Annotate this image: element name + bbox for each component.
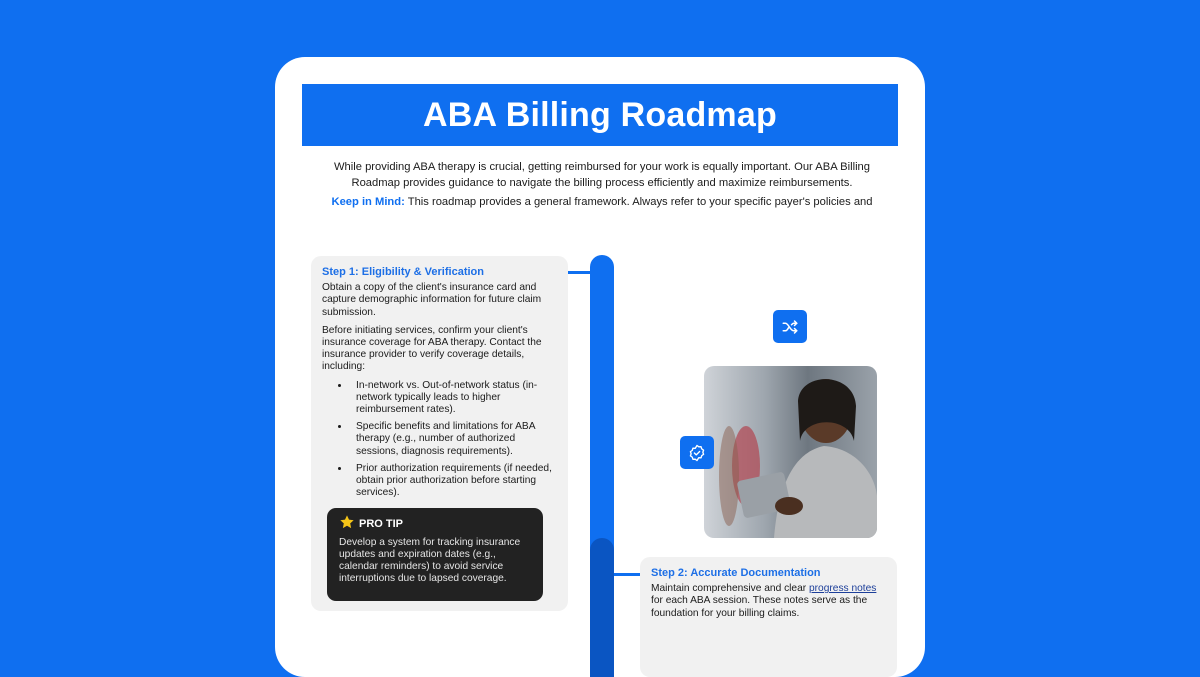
keep-in-mind-label: Keep in Mind:	[331, 196, 405, 208]
keep-in-mind-text: This roadmap provides a general framework. Always refer to your specific payer's policies and	[404, 196, 873, 208]
list-item: • Specific benefits and limitations for ABA therapy (e.g., number of authorized sessions, diagnosis requirements).	[350, 421, 557, 458]
shuffle-icon	[773, 310, 807, 343]
step1-paragraph-2: Before initiating services, confirm your client's insurance coverage for ABA therapy. Contact the insurance provider to verify coverage details, including:	[322, 324, 542, 373]
step2-card	[640, 557, 897, 677]
list-item: • In-network vs. Out-of-network status (in-network typically leads to higher reimbursement rates).	[350, 380, 557, 417]
timeline-bar-segment	[590, 538, 614, 677]
step1-paragraph-1: Obtain a copy of the client's insurance card and capture demographic information for future claim submission.	[322, 282, 542, 318]
intro-line-1: While providing ABA therapy is crucial, getting reimbursed for your work is equally important. Our ABA Billing	[334, 161, 870, 173]
step1-list	[322, 380, 557, 500]
progress-notes-link[interactable]: progress notes	[809, 583, 877, 595]
roadmap-card	[275, 57, 925, 677]
intro	[302, 160, 898, 211]
step1-title: Step 1: Eligibility & Verification	[322, 266, 484, 278]
step1-card	[311, 256, 568, 611]
connector-step1	[568, 271, 592, 274]
connector-step2	[614, 573, 640, 576]
step2-title: Step 2: Accurate Documentation	[651, 567, 821, 579]
badge-check-icon	[680, 436, 714, 469]
keep-in-mind	[302, 195, 898, 211]
pro-tip-box	[327, 508, 543, 601]
step2-text: for each ABA session. These notes serve as the foundation for your billing claims.	[651, 595, 868, 619]
pro-tip-text: Develop a system for tracking insurance updates and expiration dates (e.g., calendar reminders) to avoid service interruptions due to lapsed coverage.	[339, 536, 521, 585]
page-title: ABA Billing Roadmap	[302, 84, 898, 146]
list-item: • Prior authorization requirements (if needed, obtain prior authorization before starting services).	[350, 463, 557, 500]
person-with-tablet-photo	[704, 366, 877, 538]
intro-line-2: Roadmap provides guidance to navigate the billing process efficiently and maximize reimbursements.	[351, 176, 853, 189]
step2-text: Maintain comprehensive and clear	[651, 583, 809, 595]
star-icon	[339, 514, 355, 533]
pro-tip-title: PRO TIP	[359, 517, 404, 530]
step2-paragraph	[651, 583, 886, 620]
